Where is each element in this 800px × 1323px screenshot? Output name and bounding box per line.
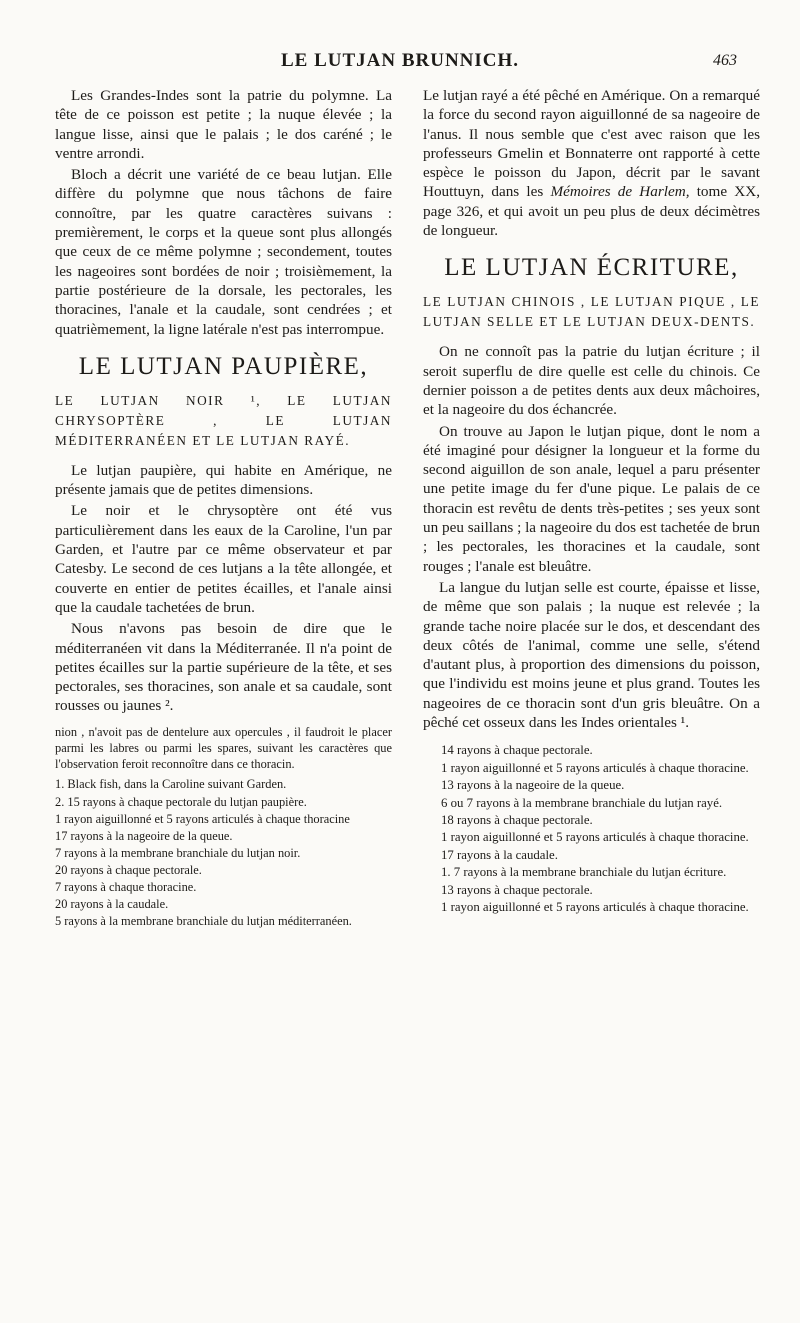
right-footnote-line: 1. 7 rayons à la membrane branchiale du lutjan écriture. [441,865,727,880]
footnote-2-ray-counts [55,794,392,929]
running-title: LE LUTJAN BRUNNICH. [280,50,520,71]
left-paragraph-3: Le lutjan paupière, qui habite en Amérique, ne présente jamais que de petites dimensions. [55,461,392,499]
left-footnotes [55,724,392,929]
footnote-2-line: 5 rayons à la membrane branchiale du lutjan méditerranéen. [55,913,352,928]
right-footnote-line: 1 rayon aiguillonné et 5 rayons articulés à chaque thoracine. [441,760,749,775]
right-footnote-line: 6 ou 7 rayons à la membrane branchiale du lutjan rayé. [441,795,723,810]
species-list-paupiere: LE LUTJAN NOIR ¹, LE LUTJAN CHRYSOPTÈRE , LE LUTJAN MÉDITERRANÉEN ET LE LUTJAN RAYÉ. [55,392,392,448]
right-footnote-line: 13 rayons à chaque pectorale. [441,882,593,897]
right-column [423,86,760,916]
footnote-2-line: 2. 15 rayons à chaque pectorale du lutjan paupière. [55,794,307,809]
footnote-2-line: 7 rayons à chaque thoracine. [55,879,197,894]
right-footnote-line: 1 rayon aiguillonné et 5 rayons articulés à chaque thoracine. [441,899,749,914]
left-paragraph-5: Nous n'avons pas besoin de dire que le méditerranéen vit dans la Méditerranée. Il n'a point de petites écailles sur la partie supérieure de la tête, et ses pectorales, ses thoracines, son anale et sa caudale, sont rousses ou jaunes ². [55,620,392,715]
section-heading-paupiere: LE LUTJAN PAUPIÈRE, [78,352,369,380]
right-footnote-line: 17 rayons à la caudale. [441,847,558,862]
right-paragraph-4: La langue du lutjan selle est courte, épaisse et lisse, de même que son palais ; la nuque est relevée ; la grande tache noire placée sur le dos, et descendant des deux côtés de l'animal, comme une selle, s'étend d'autant plus, à proportion des dimensions du poisson, que l'individu est moins jeune et plus grand. Toutes les nageoires de ce thoracin sont d'un gris bleuâtre. On a pêché cet osseux dans les Indes orientales ¹. [423,578,760,732]
footnote-1: 1. Black fish, dans la Caroline suivant Garden. [55,776,287,791]
left-column [55,86,392,930]
right-paragraph-1 [423,86,760,240]
left-paragraph-2: Bloch a décrit une variété de ce beau lutjan. Elle diffère du polymne que nous tâchons de faire connoître, par les quatre caractères suivans : premièrement, le corps et la queue sont plus allongés que ceux de ce même polymne ; secondement, toutes les nageoires sont bordées de noir ; troisièmement, la partie postérieure de la dorsale, les pectorales, les thoracines, l'anale et la caudale, sont cendrées ; et quatrièmement, la ligne latérale n'est pas interrompue. [55,166,392,338]
footnote-2-line: 7 rayons à la membrane branchiale du lutjan noir. [55,845,301,860]
left-paragraph-4: Le noir et le chrysoptère ont été vus particulièrement dans les eaux de la Caroline, l'un par Garden, et l'autre par ce même observateur et par Catesby. Le second de ces lutjans a la tête allongée, et couverte en entier de petites écailles, et l'anale ainsi que la caudale tachetées de brun. [55,502,392,616]
left-paragraph-1: Les Grandes-Indes sont la patrie du polymne. La tête de ce poisson est petite ; la nuque élevée ; la langue lisse, ainsi que le palais ; le dos caréné ; le ventre arrondi. [55,87,392,162]
right-footnote-line: 1 rayon aiguillonné et 5 rayons articulés à chaque thoracine. [441,830,749,845]
right-footnote-line: 14 rayons à chaque pectorale. [441,743,593,758]
footnote-2-line: 17 rayons à la nageoire de la queue. [55,828,233,843]
right-paragraph-1-text: Le lutjan rayé a été pêché en Amérique. On a remarqué la force du second rayon aiguillonné de sa nageoire de l'anus. Il nous semble que c'est avec raison que les professeurs Gmelin et Bonnaterre ont rapporté à cette espèce le poisson du Japon, décrit par le savant Houttuyn, dans les [423,87,760,201]
page-number: 463 [713,52,737,69]
footnote-2-line: 20 rayons à chaque pectorale. [55,862,202,877]
right-paragraph-1-italic: Mémoires de Harlem, [550,183,690,201]
right-footnote-line: 13 rayons à la nageoire de la queue. [441,778,625,793]
right-paragraph-2: On ne connoît pas la patrie du lutjan écriture ; il seroit superflu de dire quelle est celle du chinois. Ce dernier poisson a de petites dents aux deux mâchoires, et la nageoire du dos échancrée. [423,343,760,419]
right-footnotes-ray-counts [441,742,760,915]
right-paragraph-3: On trouve au Japon le lutjan pique, dont le nom a été imaginé pour désigner la longueur et la forme du second aiguillon de son anale, lequel a paru présenter une petite image du fer d'une pique. Le palais de ce thoracin est revêtu de dents très-petites ; ses yeux sont un peu saillans ; la nageoire du dos est tachetée de brun ; les pectorales, les thoracines et la caudale, sont rouges ; l'anale est bleuâtre. [423,422,760,575]
species-list-ecriture: LE LUTJAN CHINOIS , LE LUTJAN PIQUE , LE LUTJAN SELLE ET LE LUTJAN DEUX-DENTS. [423,294,760,330]
right-footnote-line: 18 rayons à chaque pectorale. [441,812,593,827]
footnote-2-line: 1 rayon aiguillonné et 5 rayons articulés à chaque thoracine [55,811,350,826]
footnote-2-line: 20 rayons à la caudale. [55,896,169,911]
right-paragraph-1-end: tome XX, page 326, et qui avoit un peu plus de deux décimètres de longueur. [423,183,760,240]
footnote-continuation: nion , n'avoit pas de dentelure aux opercules , il faudroit le placer parmi les labres ou parmi les spares, suivant les caractères que l'observation feroit reconnoître dans ce thoracin. [55,724,392,771]
section-heading-ecriture: LE LUTJAN ÉCRITURE, [444,254,739,282]
